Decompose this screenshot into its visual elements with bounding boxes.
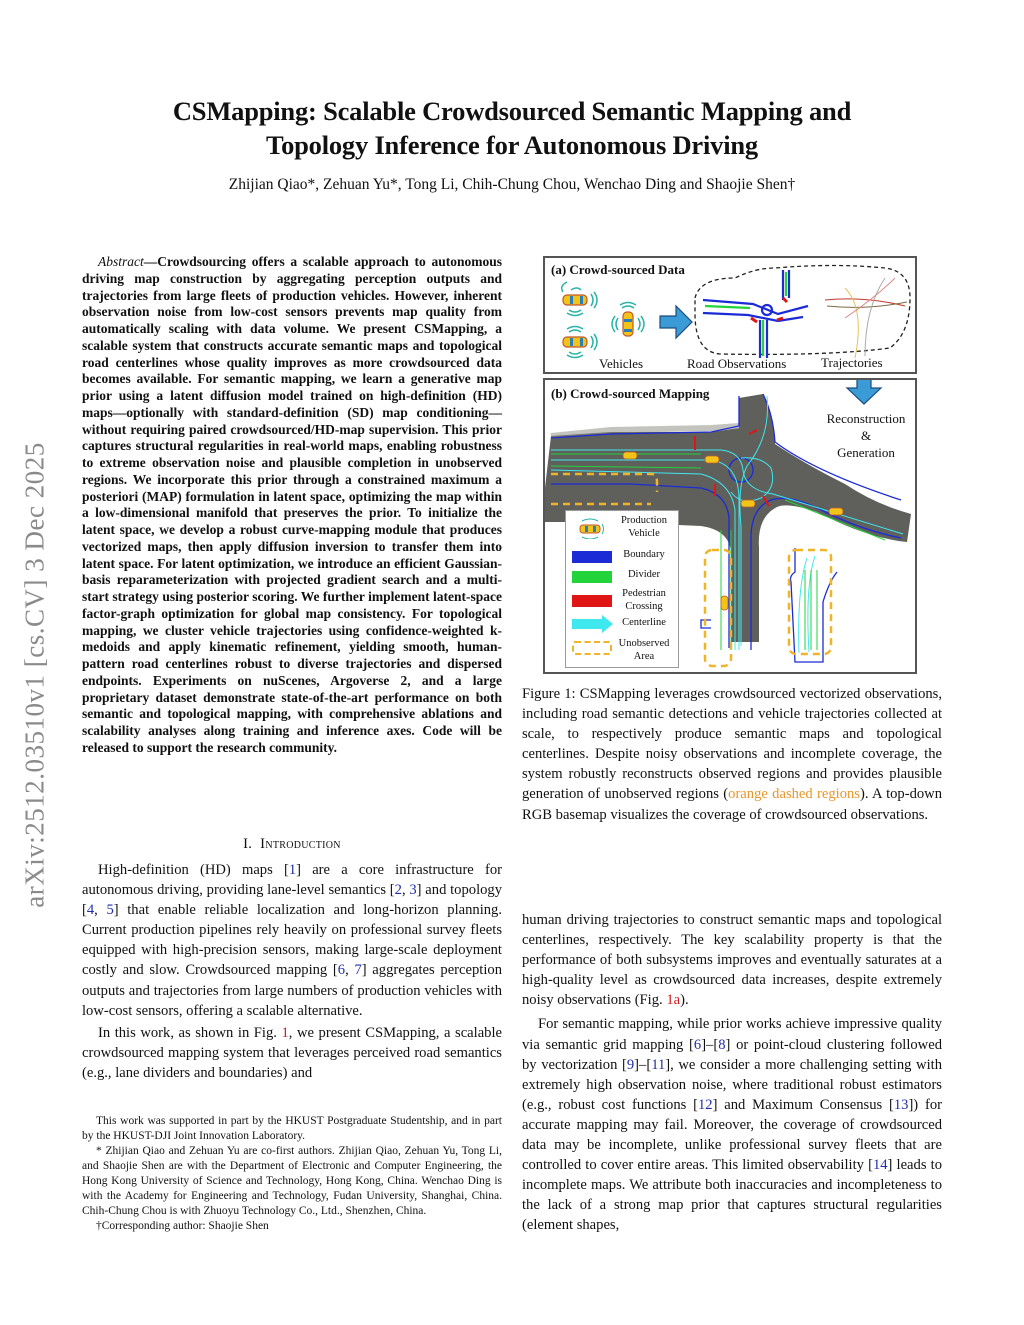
legend-swatch-unobserved-area <box>572 641 612 655</box>
legend-swatch-divider <box>572 571 612 583</box>
legend-label-pedestrian-crossing: Pedestrian Crossing <box>622 588 666 612</box>
citation-link[interactable]: 3 <box>409 882 417 899</box>
citation-link[interactable]: 6 <box>337 962 346 979</box>
section-heading-introduction <box>82 836 502 853</box>
figure-legend <box>565 510 679 668</box>
text-run: human driving trajectories to construct semantic maps and topological centerlines, respectively. The key scalability property is that the performance of both subsystems improves and eventually saturates at a high-quality level as crowdsourced data increases, despite extremely noisy observations (Fig. <box>522 912 942 1009</box>
text-run: ] are a core infrastructure for autonomous driving, providing lane-level semantics [ <box>82 862 502 899</box>
text-run: [ <box>283 862 289 878</box>
reconstruction-generation-label <box>813 410 919 461</box>
legend-label-unobserved-area: Unobserved Area <box>618 638 670 662</box>
citation-link[interactable]: 1 <box>288 862 297 878</box>
trajectories-graphic <box>825 278 907 358</box>
arxiv-stamp[interactable] <box>10 380 60 970</box>
figure-reference-link[interactable]: 1a <box>666 992 681 1009</box>
text-run: In this work, as shown in Fig. <box>98 1024 282 1041</box>
car-icon <box>572 517 608 539</box>
panel-a-label: (a) Crowd-sourced Data <box>551 262 685 277</box>
legend-swatch-centerline <box>572 615 614 633</box>
text-run: ] leads to incomplete maps. We attribute both inaccuracies and incompleteness to the lack of a strong map prior that captures structural regularities (element shapes, <box>522 1157 942 1234</box>
text-run: ] that enable reliable localization and long-horizon planning. Current production pipelines rely heavily on professional survey fleets equipped with high-precision sensors, making large-scale deployment costly and slow. Crowdsourced mapping [ <box>82 902 502 979</box>
car-icon <box>562 282 644 358</box>
ampersand-text: & <box>860 428 872 443</box>
arxiv-stamp-text: arXiv:2512.03510v1 [cs.CV] 3 Dec 2025 <box>19 442 50 908</box>
text-run: ]) for accurate mapping may fail. Moreover, the coverage of crowdsourced data may be incomplete, unlike professional survey fleets that are controlled to cover entire areas. This limited observability [ <box>522 1096 942 1174</box>
road-observations-label: Road Observations <box>687 356 787 371</box>
text-run: ] aggregates perception outputs and trajectories from large numbers of production vehicles with low-cost sensors, offering a scalable alternative. <box>82 962 502 1019</box>
generation-text: Generation <box>837 445 895 460</box>
trajectories-label: Trajectories <box>821 355 883 370</box>
section-title: Introduction <box>260 836 341 852</box>
citation-link[interactable]: 11 <box>651 1056 666 1073</box>
abstract <box>82 254 502 757</box>
introduction-body <box>82 860 502 1083</box>
figure-reference-link[interactable]: 1 <box>281 1024 289 1041</box>
legend-swatch-vehicle <box>572 517 608 535</box>
intro-paragraph-2 <box>82 1023 502 1083</box>
footnotes <box>82 1114 502 1234</box>
text-run: ] and Maximum Consensus [ <box>712 1096 894 1113</box>
arrow-down-icon <box>847 380 881 404</box>
text-run: ] or point-cloud clustering followed by vectorization [ <box>522 1036 942 1073</box>
footnote-corresponding: †Corresponding author: Shaojie Shen <box>96 1220 269 1232</box>
intro-paragraph-1 <box>82 860 502 1021</box>
text-run: ]–[ <box>634 1056 652 1073</box>
legend-label-vehicle: Production Vehicle <box>620 515 668 539</box>
text-run: ], we consider a more challenging setting with extremely high observation noise, where traditional robust estimators (e.g., robust cost functions [ <box>522 1056 942 1113</box>
citation-link[interactable]: 7 <box>354 962 362 979</box>
section-number: I. <box>243 836 253 852</box>
footnote-affiliations: * Zhijian Qiao and Zehuan Yu are co-first authors. Zhijian Qiao, Zehuan Yu, Tong Li, and Shaojie Shen are with the Department of Electronic and Computer Engineering, the Hong Kong University of Science and Technology, Hong Kong, China. Wenchao Ding is with the Academy for Engineering and Technology, Fudan University, Shanghai, China. Chih-Chung Chou is with Zhuoyu Technology Co., Ltd., Shenzhen, China. <box>82 1145 502 1217</box>
right-paragraph-2 <box>522 1014 942 1235</box>
citation-link[interactable]: 5 <box>106 902 114 919</box>
legend-label-centerline: Centerline <box>622 617 666 628</box>
legend-label-divider: Divider <box>627 569 661 580</box>
legend-swatch-boundary <box>572 551 612 563</box>
legend-label-boundary: Boundary <box>623 549 665 560</box>
reconstruction-text: Reconstruction <box>826 411 906 426</box>
right-paragraph-1 <box>522 910 942 1010</box>
text-run: , <box>345 962 355 979</box>
highlighted-text: orange dashed regions <box>728 786 860 803</box>
citation-link[interactable]: 12 <box>697 1096 713 1113</box>
citation-link[interactable]: 6 <box>693 1036 702 1053</box>
text-run: , <box>401 882 410 899</box>
text-run: Figure 1: CSMapping leverages crowdsourced vectorized observations, including road semantic detections and vehicle trajectories collected at scale, to respectively produce semantic maps and topological centerlines. Despite noisy observations and incomplete coverage, the system robustly reconstructs observed regions and provides plausible generation of unobserved regions ( <box>522 686 942 803</box>
abstract-text: —Crowdsourcing offers a scalable approach to autonomous driving map construction by aggregating perception outputs and trajectories from large fleets of production vehicles. However, inherent observation noise from low-cost sensors prevents map quality from automatically scaling with data volume. We present CSMapping, a scalable system that constructs accurate semantic maps and topological road centerlines whose quality improves as more crowdsourced data becomes available. For semantic mapping, we learn a generative map prior using a latent diffusion model trained on high-definition (HD) maps—optionally with standard-definition (SD) map conditioning—without requiring paired crowdsourced/HD-map supervision. This prior captures structural regularities in real-world maps, enabling robustness to extreme observation noise and plausible completion in unobserved regions. We incorporate this prior through a constrained maximum a posteriori (MAP) formulation in latent space, optimizing the map within a low-dimensional manifold that preserves the prior. To initialize the latent space, we develop a robust curve-mapping module that produces vectorized maps, then apply diffusion inversion to transfer them into latent space. For latent optimization, we introduce an efficient Gaussian-basis reparameterization with projected gradient search and a multi-start strategy using posterior scoring. We further implement latent-space factor-graph optimization for global map consistency. For topological mapping, we cluster vehicle trajectories using confidence-weighted k-medoids and apply kinematic refinement, yielding smooth, human-pattern road centerlines robust to diverse trajectories and dispersed endpoints. Experiments on nuScenes, Argoverse 2, and a large proprietary dataset demonstrate state-of-the-art performance on both semantic and topological mapping, with comprehensive ablations and scalability analyses along training and inference axes. Code will be released to support the research community. <box>82 254 502 755</box>
citation-link[interactable]: 13 <box>893 1096 909 1113</box>
vehicles-label: Vehicles <box>599 356 644 371</box>
arrow-right-icon <box>660 306 692 338</box>
text-run: , <box>94 902 107 919</box>
text-run: ]–[ <box>701 1036 719 1053</box>
right-column-body <box>522 910 942 1236</box>
figure-panel-a <box>543 256 917 374</box>
citation-link[interactable]: 2 <box>394 882 402 899</box>
citation-link[interactable]: 14 <box>872 1157 888 1174</box>
footnote-funding: This work was supported in part by the HKUST Postgraduate Studentship, and in part by the HKUST-DJI Joint Innovation Laboratory. <box>82 1115 502 1142</box>
citation-link[interactable]: 8 <box>718 1036 726 1053</box>
road-observations-graphic <box>703 270 808 358</box>
text-run: High-definition (HD) maps <box>98 862 284 878</box>
citation-link[interactable]: 9 <box>626 1056 635 1073</box>
text-run: ). <box>680 992 689 1009</box>
citation-link[interactable]: 4 <box>86 902 95 919</box>
legend-swatch-pedestrian-crossing <box>572 595 612 607</box>
text-run: ] and topology [ <box>82 882 503 919</box>
abstract-label: Abstract <box>98 254 144 269</box>
panel-b-label: (b) Crowd-sourced Mapping <box>551 386 710 401</box>
figure-panel-b <box>543 378 917 674</box>
figure-1 <box>543 256 917 674</box>
paper-title <box>0 94 1024 162</box>
title-line-1: CSMapping: Scalable Crowdsourced Semantic Mapping and <box>172 96 852 126</box>
text-run: For semantic mapping, while prior works achieve impressive quality via semantic grid mapping [ <box>522 1016 942 1053</box>
text-run: , we present CSMapping, a scalable crowdsourced mapping system that leverages perceived road semantics (e.g., lane dividers and boundaries) and <box>82 1024 503 1081</box>
title-line-2: Topology Inference for Autonomous Driving <box>266 130 758 160</box>
text-run: ). A top-down RGB basemap visualizes the coverage of crowdsourced observations. <box>522 786 943 823</box>
author-list: Zhijian Qiao*, Zehuan Yu*, Tong Li, Chih-Chung Chou, Wenchao Ding and Shaojie Shen† <box>228 176 796 193</box>
figure-1-caption <box>522 684 942 825</box>
